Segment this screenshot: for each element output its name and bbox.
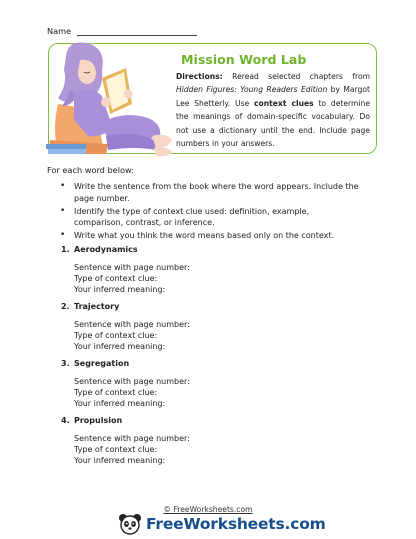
panda-icon [118, 513, 142, 535]
sentence-field[interactable]: Sentence with page number: [74, 320, 190, 329]
directions-part2: by Margot Lee Shetterly. Use [176, 85, 370, 108]
clue-field[interactable]: Type of context clue: [74, 331, 158, 341]
word-number: 4. [61, 416, 70, 425]
logo-part-free: Free [146, 515, 184, 533]
word-label: Trajectory [74, 302, 120, 311]
clue-field[interactable]: Type of context clue: [74, 388, 158, 398]
name-label: Name [47, 26, 72, 36]
word-2-fields [74, 319, 190, 353]
word-label: Propulsion [74, 416, 123, 425]
instruction-item: • Write the sentence from the book where the word appears. Include the page number. [60, 181, 360, 205]
logo-wordmark [146, 515, 326, 533]
logo-part-com: .com [284, 515, 326, 533]
word-4-fields [74, 433, 190, 467]
book-title: Hidden Figures: Young Readers Edition [176, 85, 328, 95]
logo-part-worksheets: Worksheets [183, 515, 285, 533]
word-label: Aerodynamics [74, 245, 138, 254]
clue-field[interactable]: Type of context clue: [74, 274, 158, 284]
context-clues-emphasis: context clues [254, 98, 314, 108]
word-3-fields [74, 376, 190, 410]
clue-field[interactable]: Type of context clue: [74, 445, 158, 455]
instruction-list [60, 181, 360, 243]
sentence-field[interactable]: Sentence with page number: [74, 377, 190, 386]
vocab-word-2 [61, 302, 119, 311]
meaning-field[interactable]: Your inferred meaning: [74, 342, 166, 352]
vocab-word-4 [61, 416, 122, 425]
worksheet-title: Mission Word Lab [181, 52, 307, 67]
meaning-field[interactable]: Your inferred meaning: [74, 399, 166, 409]
word-number: 2. [61, 302, 70, 311]
reading-girl-illustration [44, 40, 174, 158]
directions-part1: Reread selected chapters from [222, 72, 370, 81]
sentence-field[interactable]: Sentence with page number: [74, 434, 190, 443]
word-label: Segregation [74, 359, 130, 368]
footer-link-text[interactable]: © FreeWorksheets.com [163, 505, 253, 514]
word-1-fields [74, 262, 190, 296]
meaning-field[interactable]: Your inferred meaning: [74, 456, 166, 466]
instruction-item: • Identify the type of context clue used: definition, example, comparison, contrast, or inference. [60, 206, 360, 230]
instructions-intro: For each word below: [47, 165, 134, 175]
sentence-field[interactable]: Sentence with page number: [74, 263, 190, 272]
directions-part3: to determine the meanings of domain-specific vocabulary. Do not use a dictionary until the end. Include page numbers in your answers. [176, 98, 370, 149]
directions-text [176, 70, 370, 150]
meaning-field[interactable]: Your inferred meaning: [74, 285, 166, 295]
word-number: 3. [61, 359, 70, 368]
freeworksheets-logo [118, 513, 326, 535]
vocab-word-3 [61, 359, 129, 368]
name-row [47, 26, 197, 36]
name-field[interactable] [77, 27, 197, 36]
word-number: 1. [61, 245, 70, 254]
directions-lead: Directions: [176, 72, 223, 81]
instruction-item: • Write what you think the word means based only on the context. [60, 230, 360, 242]
vocab-word-1 [61, 245, 138, 254]
